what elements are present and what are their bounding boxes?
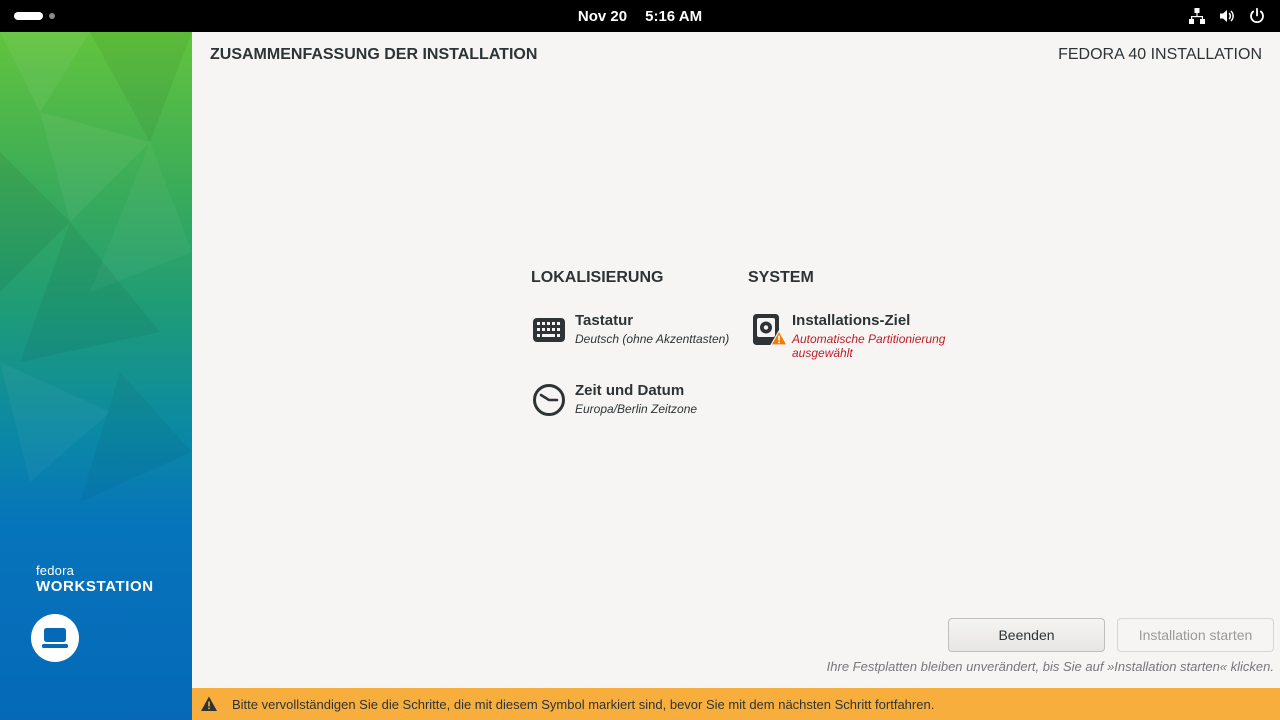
sidebar [0,32,192,720]
warning-icon [200,695,218,713]
brand-fedora: fedora [36,563,75,578]
product-title: FEDORA 40 INSTALLATION [1058,46,1262,63]
spoke-installation-destination-title: Installations-Ziel [792,312,911,329]
laptop-icon [31,614,79,662]
brand-workstation: WORKSTATION [36,578,154,595]
category-localization-title: LOKALISIERUNG [531,269,664,286]
clock-button[interactable] [0,0,1280,32]
warning-icon [770,330,788,350]
page-title: ZUSAMMENFASSUNG DER INSTALLATION [210,46,538,63]
spoke-installation-destination[interactable] [748,312,957,360]
disk-icon [748,312,784,348]
clock-time: 5:16 AM [645,7,703,25]
begin-installation-button[interactable]: Installation starten [1117,618,1274,652]
category-system-title: SYSTEM [748,269,814,286]
spoke-installation-destination-status: Automatische Partitionierung ausgewählt [792,332,946,360]
system-tray[interactable] [1188,7,1266,25]
main-panel [192,32,1280,688]
top-bar [0,0,1280,32]
disk-unchanged-hint: Ihre Festplatten bleiben unverändert, bis Sie auf »Installation starten« klicken. [826,659,1274,674]
keyboard-icon [531,312,567,348]
spoke-keyboard-status: Deutsch (ohne Akzenttasten) [575,332,730,346]
network-icon[interactable] [1188,7,1206,25]
spoke-keyboard-title: Tastatur [575,312,634,329]
quit-button[interactable]: Beenden [948,618,1105,652]
fedora-workstation-logo [36,564,154,595]
warning-bar [192,688,1280,720]
sidebar-background-pattern [0,32,192,720]
spoke-time-date[interactable] [531,382,697,418]
volume-icon[interactable] [1218,7,1236,25]
warning-bar-text: Bitte vervollständigen Sie die Schritte, die mit diesem Symbol markiert sind, bevor Sie mit dem nächsten Schritt fortfahren. [232,696,935,712]
spoke-keyboard[interactable] [531,312,729,348]
power-icon[interactable] [1248,7,1266,25]
spoke-time-date-title: Zeit und Datum [575,382,685,399]
spoke-time-date-status: Europa/Berlin Zeitzone [575,402,698,416]
clock-date: Nov 20 [577,7,628,25]
clock-icon [531,382,567,418]
